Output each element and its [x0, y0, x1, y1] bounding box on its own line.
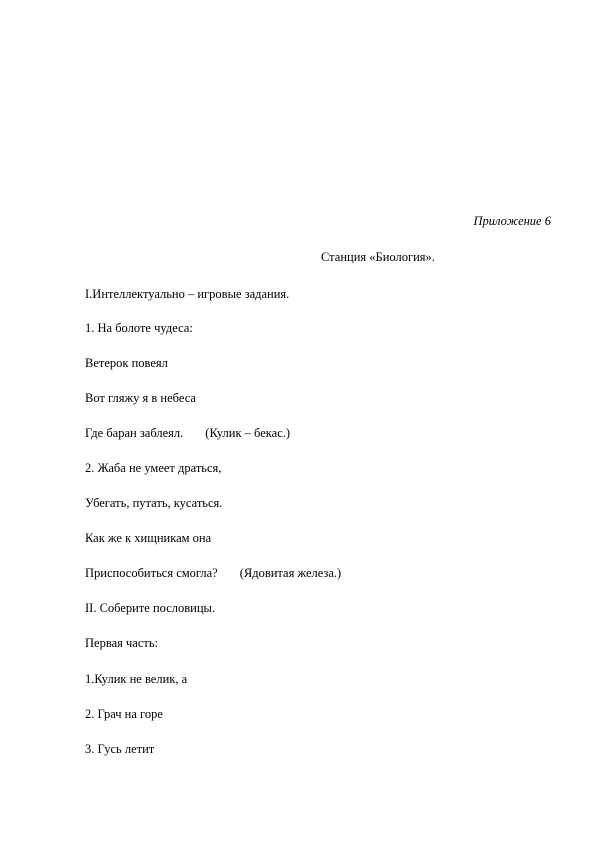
appendix-label: Приложение 6: [473, 214, 551, 228]
riddle-2-line-4: [85, 566, 341, 580]
riddle-2-line-1: 2. Жаба не умеет драться,: [85, 461, 222, 475]
section-heading-intellectual-tasks: I.Интеллектуально – игровые задания.: [85, 287, 290, 301]
proverb-item-2: 2. Грач на горе: [85, 707, 163, 721]
station-title: Станция «Биология».: [321, 250, 435, 264]
riddle-2-answer: (Ядовитая железа.): [239, 566, 342, 580]
riddle-2-line-2: Убегать, путать, кусаться.: [85, 496, 223, 510]
proverbs-first-part-label: Первая часть:: [85, 636, 159, 650]
proverb-item-3: 3. Гусь летит: [85, 742, 155, 756]
riddle-1-answer: (Кулик – бекас.): [205, 426, 291, 440]
riddle-1-line-3: Вот гляжу я в небеса: [85, 391, 196, 405]
riddle-1-line-2: Ветерок повеял: [85, 356, 168, 370]
section-heading-proverbs: II. Соберите пословицы.: [85, 601, 216, 615]
riddle-1-last-text: Где баран заблеял.: [85, 426, 184, 440]
riddle-2-line-3: Как же к хищникам она: [85, 531, 212, 545]
riddle-1-line-4: [85, 426, 290, 440]
riddle-1-line-1: 1. На болоте чудеса:: [85, 321, 193, 335]
proverb-item-1: 1.Кулик не велик, а: [85, 672, 188, 686]
riddle-2-last-text: Приспособиться смогла?: [85, 566, 218, 580]
